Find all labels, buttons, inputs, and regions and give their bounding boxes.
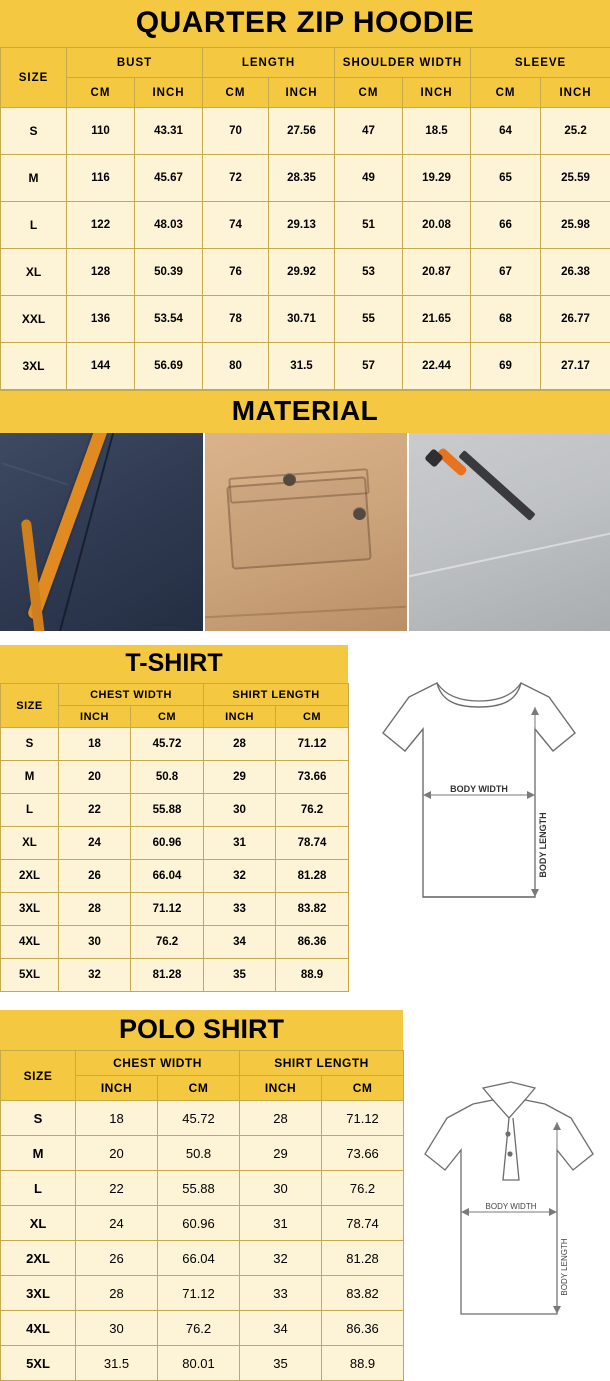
cell: 53 xyxy=(335,249,403,296)
tshirt-size-3xl: 3XL xyxy=(1,893,59,926)
cell: 27.56 xyxy=(269,108,335,155)
cell: 66 xyxy=(471,202,541,249)
polo-subheader-length-cm: CM xyxy=(322,1076,404,1101)
table-row xyxy=(1,1346,404,1381)
cell: 25.59 xyxy=(541,155,610,202)
hoodie-section-title: QUARTER ZIP HOODIE xyxy=(0,0,610,47)
cell: 47 xyxy=(335,108,403,155)
cell: 76.2 xyxy=(322,1171,404,1206)
table-row xyxy=(1,959,349,992)
polo-section-title: POLO SHIRT xyxy=(0,1010,403,1050)
cell: 50.8 xyxy=(158,1136,240,1171)
cell: 74 xyxy=(203,202,269,249)
tshirt-size-table xyxy=(0,683,349,992)
polo-header-chest-width: CHEST WIDTH xyxy=(76,1051,240,1076)
cell: 71.12 xyxy=(276,728,349,761)
tshirt-header-shirt-length: SHIRT LENGTH xyxy=(204,684,349,706)
cell: 86.36 xyxy=(276,926,349,959)
tshirt-subheader-length-inch: INCH xyxy=(204,706,276,728)
cell: 31 xyxy=(240,1206,322,1241)
cell: 78.74 xyxy=(322,1206,404,1241)
tshirt-subheader-chest-inch: INCH xyxy=(59,706,131,728)
cell: 30 xyxy=(240,1171,322,1206)
cell: 76.2 xyxy=(158,1311,240,1346)
table-row xyxy=(1,343,610,390)
polo-size-5xl: 5XL xyxy=(1,1346,76,1381)
cell: 49 xyxy=(335,155,403,202)
cell: 30 xyxy=(76,1311,158,1346)
cell: 29.92 xyxy=(269,249,335,296)
hoodie-subheader-shoulder-inch: INCH xyxy=(403,78,471,108)
tshirt-body-length-label: BODY LENGTH xyxy=(538,812,548,877)
cell: 18 xyxy=(76,1101,158,1136)
cell: 31.5 xyxy=(269,343,335,390)
table-row xyxy=(1,249,610,296)
table-row xyxy=(1,893,349,926)
tshirt-body-width-label: BODY WIDTH xyxy=(450,784,508,794)
material-section-title: MATERIAL xyxy=(0,390,610,433)
polo-header-size: SIZE xyxy=(1,1051,76,1101)
cell: 55.88 xyxy=(158,1171,240,1206)
hoodie-header-shoulder-width: SHOULDER WIDTH xyxy=(335,48,471,78)
polo-subheader-chest-cm: CM xyxy=(158,1076,240,1101)
table-row xyxy=(1,827,349,860)
hoodie-subheader-sleeve-inch: INCH xyxy=(541,78,610,108)
cell: 32 xyxy=(59,959,131,992)
polo-size-s: S xyxy=(1,1101,76,1136)
cell: 71.12 xyxy=(131,893,204,926)
cell: 76.2 xyxy=(276,794,349,827)
section-divider xyxy=(0,992,610,1010)
cell: 73.66 xyxy=(322,1136,404,1171)
tshirt-diagram xyxy=(348,645,610,945)
polo-subheader-length-inch: INCH xyxy=(240,1076,322,1101)
hoodie-subheader-bust-cm: CM xyxy=(67,78,135,108)
cell: 29 xyxy=(240,1136,322,1171)
cell: 30.71 xyxy=(269,296,335,343)
cell: 26.38 xyxy=(541,249,610,296)
cell: 20 xyxy=(59,761,131,794)
hoodie-subheader-bust-inch: INCH xyxy=(135,78,203,108)
cell: 18 xyxy=(59,728,131,761)
cell: 34 xyxy=(240,1311,322,1346)
polo-diagram xyxy=(403,1010,610,1362)
tshirt-size-2xl: 2XL xyxy=(1,860,59,893)
cell: 19.29 xyxy=(403,155,471,202)
hoodie-header-row-top xyxy=(1,48,610,78)
tshirt-illustration xyxy=(349,645,609,945)
cell: 28 xyxy=(59,893,131,926)
cell: 33 xyxy=(204,893,276,926)
cell: 66.04 xyxy=(131,860,204,893)
tshirt-section-title: T-SHIRT xyxy=(0,645,348,683)
table-row xyxy=(1,155,610,202)
tshirt-header-row-top xyxy=(1,684,349,706)
cell: 22 xyxy=(76,1171,158,1206)
table-row xyxy=(1,202,610,249)
cell: 45.72 xyxy=(131,728,204,761)
polo-size-m: M xyxy=(1,1136,76,1171)
cell: 83.82 xyxy=(322,1276,404,1311)
table-row xyxy=(1,1206,404,1241)
tshirt-size-m: M xyxy=(1,761,59,794)
cell: 35 xyxy=(240,1346,322,1381)
cell: 78 xyxy=(203,296,269,343)
table-row xyxy=(1,296,610,343)
table-row xyxy=(1,728,349,761)
cell: 51 xyxy=(335,202,403,249)
cell: 81.28 xyxy=(276,860,349,893)
tshirt-subheader-length-cm: CM xyxy=(276,706,349,728)
cell: 60.96 xyxy=(131,827,204,860)
section-divider xyxy=(0,631,610,645)
tshirt-size-l: L xyxy=(1,794,59,827)
cell: 128 xyxy=(67,249,135,296)
cell: 45.67 xyxy=(135,155,203,202)
hoodie-size-s: S xyxy=(1,108,67,155)
cell: 76.2 xyxy=(131,926,204,959)
cell: 50.8 xyxy=(131,761,204,794)
table-row xyxy=(1,860,349,893)
polo-body-length-label: BODY LENGTH xyxy=(560,1238,569,1295)
cell: 67 xyxy=(471,249,541,296)
cell: 144 xyxy=(67,343,135,390)
polo-size-3xl: 3XL xyxy=(1,1276,76,1311)
cell: 45.72 xyxy=(158,1101,240,1136)
cell: 86.36 xyxy=(322,1311,404,1346)
hoodie-header-size: SIZE xyxy=(1,48,67,108)
cell: 28 xyxy=(204,728,276,761)
polo-size-2xl: 2XL xyxy=(1,1241,76,1276)
material-photo-strip xyxy=(0,433,610,631)
table-row xyxy=(1,926,349,959)
cell: 30 xyxy=(59,926,131,959)
cell: 73.66 xyxy=(276,761,349,794)
tshirt-size-s: S xyxy=(1,728,59,761)
cell: 78.74 xyxy=(276,827,349,860)
cell: 116 xyxy=(67,155,135,202)
cell: 26 xyxy=(76,1241,158,1276)
cell: 69 xyxy=(471,343,541,390)
hoodie-header-row-sub xyxy=(1,78,610,108)
polo-header-row-top xyxy=(1,1051,404,1076)
cell: 25.2 xyxy=(541,108,610,155)
hoodie-size-m: M xyxy=(1,155,67,202)
cell: 22 xyxy=(59,794,131,827)
polo-illustration xyxy=(407,1062,607,1362)
cell: 57 xyxy=(335,343,403,390)
cell: 33 xyxy=(240,1276,322,1311)
hoodie-subheader-length-cm: CM xyxy=(203,78,269,108)
cell: 25.98 xyxy=(541,202,610,249)
cell: 68 xyxy=(471,296,541,343)
cell: 53.54 xyxy=(135,296,203,343)
cell: 71.12 xyxy=(322,1101,404,1136)
table-row xyxy=(1,108,610,155)
cell: 26 xyxy=(59,860,131,893)
polo-size-l: L xyxy=(1,1171,76,1206)
cell: 70 xyxy=(203,108,269,155)
table-row xyxy=(1,1171,404,1206)
cell: 32 xyxy=(204,860,276,893)
polo-subheader-chest-inch: INCH xyxy=(76,1076,158,1101)
cell: 80.01 xyxy=(158,1346,240,1381)
tshirt-size-4xl: 4XL xyxy=(1,926,59,959)
polo-size-xl: XL xyxy=(1,1206,76,1241)
hoodie-header-length: LENGTH xyxy=(203,48,335,78)
cell: 34 xyxy=(204,926,276,959)
polo-size-4xl: 4XL xyxy=(1,1311,76,1346)
cell: 20 xyxy=(76,1136,158,1171)
hoodie-header-bust: BUST xyxy=(67,48,203,78)
tshirt-size-xl: XL xyxy=(1,827,59,860)
hoodie-subheader-shoulder-cm: CM xyxy=(335,78,403,108)
polo-body-width-label: BODY WIDTH xyxy=(485,1202,536,1211)
hoodie-header-sleeve: SLEEVE xyxy=(471,48,610,78)
hoodie-size-xxl: XXL xyxy=(1,296,67,343)
table-row xyxy=(1,1136,404,1171)
cell: 20.08 xyxy=(403,202,471,249)
hoodie-subheader-sleeve-cm: CM xyxy=(471,78,541,108)
hoodie-size-3xl: 3XL xyxy=(1,343,67,390)
cell: 81.28 xyxy=(131,959,204,992)
tshirt-section xyxy=(0,645,610,992)
cell: 88.9 xyxy=(322,1346,404,1381)
tshirt-header-chest-width: CHEST WIDTH xyxy=(59,684,204,706)
tshirt-header-size: SIZE xyxy=(1,684,59,728)
hoodie-subheader-length-inch: INCH xyxy=(269,78,335,108)
cell: 43.31 xyxy=(135,108,203,155)
cell: 60.96 xyxy=(158,1206,240,1241)
cell: 65 xyxy=(471,155,541,202)
cell: 20.87 xyxy=(403,249,471,296)
cell: 27.17 xyxy=(541,343,610,390)
cell: 80 xyxy=(203,343,269,390)
table-row xyxy=(1,761,349,794)
navy-drawstring-photo xyxy=(0,433,203,631)
cell: 32 xyxy=(240,1241,322,1276)
cell: 83.82 xyxy=(276,893,349,926)
polo-size-table xyxy=(0,1050,404,1381)
cell: 136 xyxy=(67,296,135,343)
cell: 31 xyxy=(204,827,276,860)
cell: 88.9 xyxy=(276,959,349,992)
cell: 110 xyxy=(67,108,135,155)
cell: 48.03 xyxy=(135,202,203,249)
cell: 22.44 xyxy=(403,343,471,390)
polo-section xyxy=(0,1010,610,1381)
cell: 35 xyxy=(204,959,276,992)
table-row xyxy=(1,1311,404,1346)
table-row xyxy=(1,1276,404,1311)
cell: 55.88 xyxy=(131,794,204,827)
cell: 30 xyxy=(204,794,276,827)
cell: 28 xyxy=(240,1101,322,1136)
cell: 24 xyxy=(59,827,131,860)
cell: 81.28 xyxy=(322,1241,404,1276)
cell: 26.77 xyxy=(541,296,610,343)
cell: 66.04 xyxy=(158,1241,240,1276)
cell: 50.39 xyxy=(135,249,203,296)
cell: 122 xyxy=(67,202,135,249)
polo-header-shirt-length: SHIRT LENGTH xyxy=(240,1051,404,1076)
tshirt-subheader-chest-cm: CM xyxy=(131,706,204,728)
cell: 72 xyxy=(203,155,269,202)
hoodie-size-table xyxy=(0,47,610,390)
cell: 18.5 xyxy=(403,108,471,155)
cell: 21.65 xyxy=(403,296,471,343)
cell: 28.35 xyxy=(269,155,335,202)
tan-pocket-photo xyxy=(203,433,406,631)
grey-zipper-photo xyxy=(407,433,610,631)
cell: 64 xyxy=(471,108,541,155)
table-row xyxy=(1,1241,404,1276)
cell: 24 xyxy=(76,1206,158,1241)
tshirt-size-5xl: 5XL xyxy=(1,959,59,992)
cell: 29.13 xyxy=(269,202,335,249)
cell: 29 xyxy=(204,761,276,794)
hoodie-size-l: L xyxy=(1,202,67,249)
cell: 55 xyxy=(335,296,403,343)
cell: 28 xyxy=(76,1276,158,1311)
table-row xyxy=(1,1101,404,1136)
table-row xyxy=(1,794,349,827)
hoodie-size-xl: XL xyxy=(1,249,67,296)
cell: 31.5 xyxy=(76,1346,158,1381)
cell: 71.12 xyxy=(158,1276,240,1311)
cell: 56.69 xyxy=(135,343,203,390)
cell: 76 xyxy=(203,249,269,296)
